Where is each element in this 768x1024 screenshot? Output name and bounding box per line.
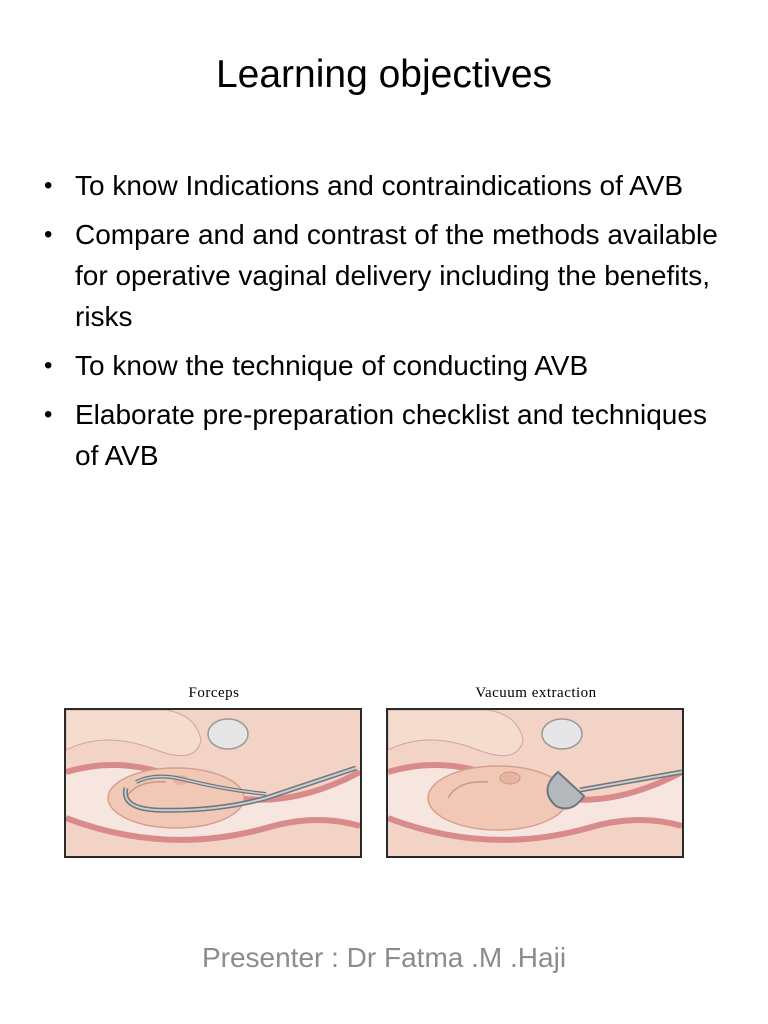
- bullet-icon: •: [44, 401, 53, 428]
- forceps-drawing: [66, 710, 360, 856]
- vacuum-label: Vacuum extraction: [475, 685, 597, 701]
- vacuum-drawing: [388, 710, 682, 856]
- bullet-text: To know Indications and contraindications of AVB: [75, 170, 684, 201]
- forceps-illustration: [64, 708, 362, 858]
- objectives-list: [40, 165, 730, 484]
- list-item: [40, 345, 730, 386]
- bullet-icon: •: [44, 172, 53, 199]
- presenter-footer: Presenter : Dr Fatma .M .Haji: [201, 942, 567, 973]
- forceps-label: Forceps: [188, 685, 240, 701]
- bullet-icon: •: [44, 352, 53, 379]
- bullet-text: To know the technique of conducting AVB: [75, 350, 589, 381]
- vacuum-illustration: [386, 708, 684, 858]
- list-item: [40, 214, 730, 337]
- list-item: [40, 394, 730, 476]
- bullet-text: Compare and and contrast of the methods available for operative vaginal delivery including the benefits, risks: [75, 219, 718, 332]
- bullet-text: Elaborate pre-preparation checklist and techniques of AVB: [75, 399, 707, 471]
- list-item: [40, 165, 730, 206]
- bullet-icon: •: [44, 221, 53, 248]
- slide-title: Learning objectives: [215, 53, 553, 96]
